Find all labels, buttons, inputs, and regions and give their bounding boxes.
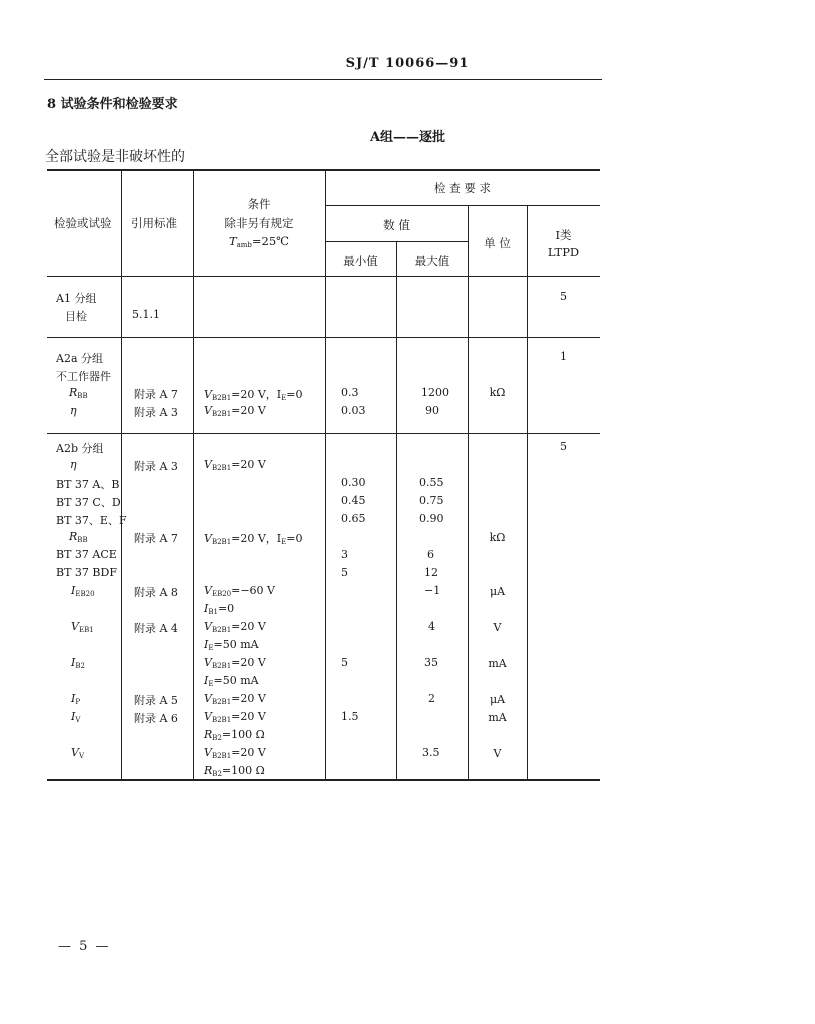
iv-ref: 附录 A 6 bbox=[134, 712, 178, 725]
bt37-bdf-min: 5 bbox=[341, 566, 348, 579]
header-rule bbox=[44, 79, 602, 80]
iv-min: 1.5 bbox=[341, 710, 359, 723]
ieb20-ref: 附录 A 8 bbox=[134, 586, 178, 599]
ieb20-condition: $V_{EB20}=-60$ V bbox=[204, 584, 275, 598]
a2a-bottom-rule bbox=[47, 433, 600, 434]
section-title: 8 试验条件和检验要求 bbox=[47, 97, 178, 112]
ieb20-unit: μA bbox=[489, 585, 506, 598]
a2b-eta-condition: $V_{B2B1}=20$ V bbox=[204, 458, 266, 472]
header-conditions-2: 除非另有规定 bbox=[224, 216, 294, 230]
header-values: 数 值 bbox=[383, 218, 410, 232]
a2a-rbb-ref: 附录 A 7 bbox=[134, 388, 178, 401]
a2a-eta-condition: $V_{B2B1}=20$ V bbox=[204, 404, 266, 418]
a1-ltpd: 5 bbox=[560, 290, 567, 303]
header-ltpd: LTPD bbox=[547, 245, 580, 259]
vv-max: 3.5 bbox=[422, 746, 440, 759]
a2b-rbb-ref: 附录 A 7 bbox=[134, 532, 178, 545]
bt37-cd-max: 0.75 bbox=[419, 494, 444, 507]
bt37-cd-label: BT 37 C、D bbox=[56, 496, 121, 509]
a2a-rbb-symbol: $R_{BB}$ bbox=[69, 386, 88, 400]
header-conditions-1: 条件 bbox=[247, 197, 271, 211]
header-bottom-rule bbox=[47, 276, 600, 277]
iv-unit: mA bbox=[488, 711, 507, 724]
bt37-ab-max: 0.55 bbox=[419, 476, 444, 489]
ip-max: 2 bbox=[428, 692, 435, 705]
a2a-rbb-max: 1200 bbox=[421, 386, 449, 399]
ip-ref: 附录 A 5 bbox=[134, 694, 178, 707]
a1-bottom-rule bbox=[47, 337, 600, 338]
header-ltpd-class: Ⅰ类 bbox=[555, 228, 572, 242]
col-divider-1 bbox=[121, 169, 122, 780]
group-title: A组——逐批 bbox=[369, 130, 446, 145]
table-top-rule bbox=[47, 169, 600, 171]
ib2-max: 35 bbox=[424, 656, 438, 669]
bt37-ef-label: BT 37、E、F bbox=[56, 514, 127, 527]
ieb20-symbol: $I_{EB20}$ bbox=[71, 584, 95, 598]
a2a-ltpd: 1 bbox=[560, 350, 567, 363]
vv-symbol: $V_V$ bbox=[71, 746, 85, 760]
ib2-condition-2: $I_E=50$ mA bbox=[204, 674, 259, 688]
document-code-header: SJ/T 10066—91 bbox=[345, 56, 470, 71]
a2b-rbb-symbol: $R_{BB}$ bbox=[69, 530, 88, 544]
header-min: 最小值 bbox=[343, 254, 378, 268]
a2b-rbb-unit: kΩ bbox=[489, 531, 506, 544]
iv-symbol: $I_V$ bbox=[71, 710, 81, 724]
a2a-eta-max: 90 bbox=[425, 404, 439, 417]
vsat-condition: $V_{B2B1}=20$ V bbox=[204, 620, 266, 634]
a2a-eta-symbol: η bbox=[70, 404, 77, 417]
ib2-condition: $V_{B2B1}=20$ V bbox=[204, 656, 266, 670]
a2a-eta-ref: 附录 A 3 bbox=[134, 406, 178, 419]
bt37-cd-min: 0.45 bbox=[341, 494, 366, 507]
a2a-eta-min: 0.03 bbox=[341, 404, 366, 417]
ip-symbol: $I_P$ bbox=[71, 692, 81, 706]
a1-group-label: A1 分组 bbox=[56, 292, 97, 305]
a2b-group-label: A2b 分组 bbox=[56, 442, 104, 455]
a2a-group-label: A2a 分组 bbox=[56, 352, 103, 365]
intro-text: 全部试验是非破坏性的 bbox=[45, 149, 185, 165]
ib2-symbol: $I_{B2}$ bbox=[71, 656, 85, 670]
a2b-eta-symbol: η bbox=[70, 458, 77, 471]
vsat-max: 4 bbox=[428, 620, 435, 633]
vsat-condition-2: $I_E=50$ mA bbox=[204, 638, 259, 652]
a2b-eta-ref: 附录 A 3 bbox=[134, 460, 178, 473]
bt37-ab-label: BT 37 A、B bbox=[56, 478, 120, 491]
header-test: 检验或试验 bbox=[54, 216, 112, 230]
a2a-rbb-unit: kΩ bbox=[489, 386, 506, 399]
ip-condition: $V_{B2B1}=20$ V bbox=[204, 692, 266, 706]
iv-condition-2: $R_{B2}=100$ Ω bbox=[204, 728, 265, 742]
header-max: 最大值 bbox=[414, 254, 450, 268]
bt37-ef-min: 0.65 bbox=[341, 512, 366, 525]
ib2-min: 5 bbox=[341, 656, 348, 669]
header-unit: 单 位 bbox=[484, 236, 511, 250]
a2b-ltpd: 5 bbox=[560, 440, 567, 453]
vsat-ref: 附录 A 4 bbox=[134, 622, 178, 635]
page-number: — 5 — bbox=[58, 939, 111, 954]
bt37-ace-label: BT 37 ACE bbox=[56, 548, 117, 561]
bt37-bdf-label: BT 37 BDF bbox=[56, 566, 117, 579]
ib2-unit: mA bbox=[488, 657, 507, 670]
table-bottom-rule bbox=[47, 779, 600, 781]
header-conditions-3: $T_{amb}=25℃$ bbox=[228, 234, 290, 249]
bt37-ef-max: 0.90 bbox=[419, 512, 444, 525]
ip-unit: μA bbox=[489, 693, 506, 706]
a1-visual-ref: 5.1.1 bbox=[132, 308, 160, 321]
vsat-unit: V bbox=[493, 621, 502, 634]
col-divider-4 bbox=[396, 241, 397, 780]
header-requirements: 检 查 要 求 bbox=[434, 181, 491, 195]
a2a-nonoperating: 不工作器件 bbox=[56, 370, 111, 383]
bt37-ace-min: 3 bbox=[341, 548, 348, 561]
vv-condition: $V_{B2B1}=20$ V bbox=[204, 746, 266, 760]
a2b-rbb-condition: $V_{B2B1}=20$ V，$I_E=0$ bbox=[204, 532, 303, 546]
vsat-symbol: $V_{EB1}$ bbox=[71, 620, 94, 634]
a2a-rbb-condition: $V_{B2B1}=20$ V，$I_E=0$ bbox=[204, 388, 303, 402]
requirements-divider bbox=[325, 205, 600, 206]
vv-unit: V bbox=[493, 747, 502, 760]
bt37-ace-max: 6 bbox=[427, 548, 434, 561]
vv-condition-2: $R_{B2}=100$ Ω bbox=[204, 764, 265, 778]
header-standard: 引用标准 bbox=[131, 216, 177, 230]
col-divider-2 bbox=[193, 169, 194, 780]
iv-condition: $V_{B2B1}=20$ V bbox=[204, 710, 266, 724]
a1-visual: 目检 bbox=[65, 310, 87, 323]
bt37-ab-min: 0.30 bbox=[341, 476, 366, 489]
a2a-rbb-min: 0.3 bbox=[341, 386, 359, 399]
ieb20-max: −1 bbox=[424, 584, 441, 597]
ieb20-condition-2: $I_{B1}=0$ bbox=[204, 602, 235, 616]
bt37-bdf-max: 12 bbox=[424, 566, 438, 579]
